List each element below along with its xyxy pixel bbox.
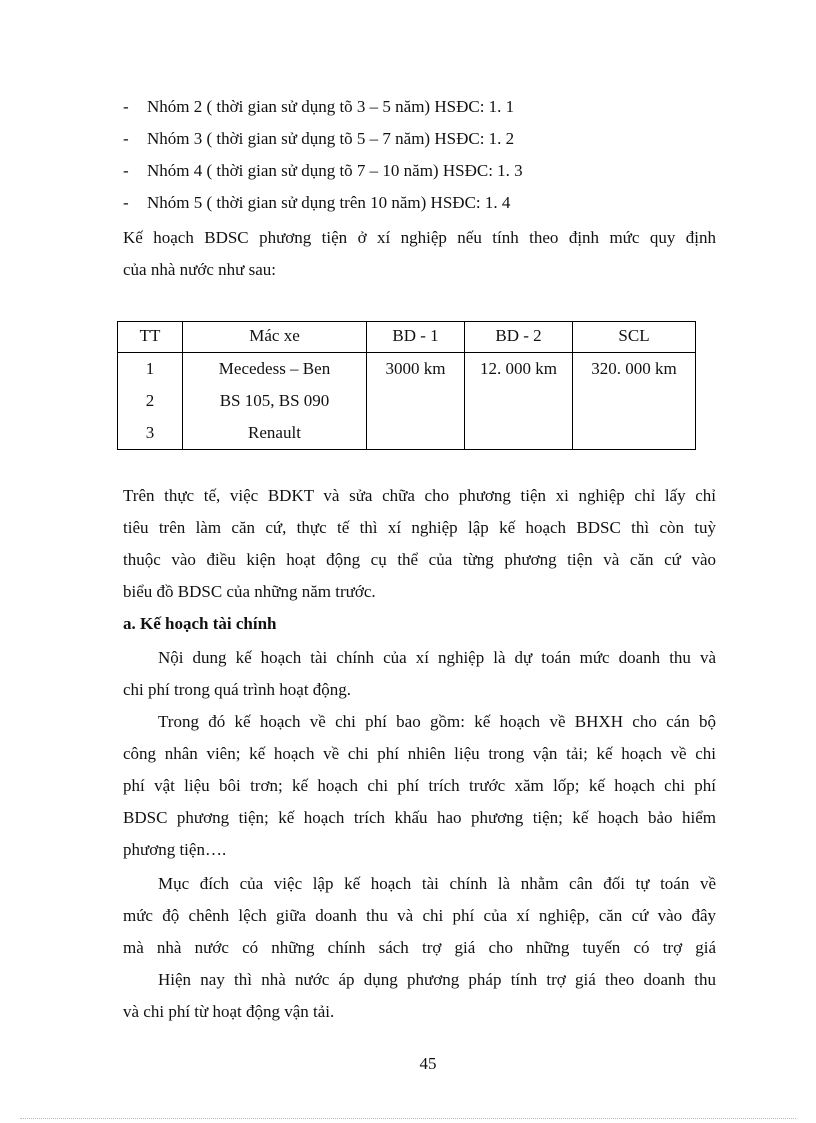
intro-line: Kế hoạch BDSC phương tiện ở xí nghiệp nếu tính theo định mức quy định (123, 228, 716, 247)
bd1-value: 3000 km (385, 359, 446, 378)
list-item-text: Nhóm 2 ( thời gian sử dụng tõ 3 – 5 năm) HSĐC: 1. 1 (147, 97, 515, 116)
model-cell (183, 353, 367, 450)
bd1-cell (367, 353, 465, 450)
bd2-value: 12. 000 km (480, 359, 557, 378)
paragraph-line: BDSC phương tiện; kế hoạch trích khấu hao phương tiện; kế hoạch bảo hiểm (123, 808, 716, 827)
list-item (123, 97, 514, 117)
paragraph-line: Nội dung kế hoạch tài chính của xí nghiệp là dự toán mức doanh thu và (158, 648, 716, 667)
paragraph-line: công nhân viên; kế hoạch về chi phí nhiên liệu trong vận tải; kế hoạch về chi (123, 744, 716, 763)
paragraph-line: tiêu trên làm căn cứ, thực tế thì xí nghiệp lập kế hoạch BDSC thì còn tuỳ (123, 518, 716, 537)
tt-value: 1 (145, 359, 155, 378)
paragraph-line: Trong đó kế hoạch về chi phí bao gồm: kế hoạch về BHXH cho cán bộ (158, 712, 716, 731)
bd2-cell (465, 353, 573, 450)
list-item (123, 193, 510, 213)
bullet-dash: - (123, 97, 129, 116)
page-bottom-border (20, 1118, 796, 1119)
list-item (123, 161, 523, 181)
scl-value: 320. 000 km (591, 359, 677, 378)
paragraph-line: Mục đích của việc lập kế hoạch tài chính là nhằm cân đối tự toán về (158, 874, 716, 893)
paragraph-line: thuộc vào điều kiện hoạt động cụ thể của từng phương tiện và căn cứ vào (123, 550, 716, 569)
paragraph-line: phí vật liệu bôi trơn; kế hoạch chi phí trích trước xăm lốp; kế hoạch chi phí (123, 776, 716, 795)
list-item (123, 129, 514, 149)
bullet-dash: - (123, 161, 129, 180)
section-heading: a. Kế hoạch tài chính (123, 614, 277, 633)
intro-line: của nhà nước như sau: (123, 260, 276, 279)
scl-cell (573, 353, 696, 450)
paragraph-line: mà nhà nước có những chính sách trợ giá cho những tuyến có trợ giá (123, 938, 716, 957)
model-value: Mecedess – Ben (218, 359, 331, 378)
list-item-text: Nhóm 5 ( thời gian sử dụng trên 10 năm) HSĐC: 1. 4 (147, 193, 511, 212)
header-bd1: BD - 1 (367, 322, 465, 353)
tt-value: 2 (145, 391, 155, 410)
paragraph-line: Hiện nay thì nhà nước áp dụng phương pháp tính trợ giá theo doanh thu (158, 970, 716, 989)
tt-value: 3 (145, 423, 155, 442)
page-number: 45 (419, 1054, 437, 1073)
paragraph-line: và chi phí từ hoạt động vận tải. (123, 1002, 335, 1021)
model-value: Renault (248, 423, 301, 442)
paragraph-line: phương tiện…. (123, 840, 227, 859)
header-scl: SCL (573, 322, 696, 353)
tt-cell (118, 353, 183, 450)
header-bd2: BD - 2 (465, 322, 573, 353)
list-item-text: Nhóm 4 ( thời gian sử dụng tõ 7 – 10 năm) HSĐC: 1. 3 (147, 161, 523, 180)
bullet-dash: - (123, 129, 129, 148)
bullet-dash: - (123, 193, 129, 212)
paragraph-line: biểu đồ BDSC của những năm trước. (123, 582, 376, 601)
header-model: Mác xe (183, 322, 367, 353)
paragraph-line: Trên thực tế, việc BDKT và sửa chữa cho phương tiện xi nghiệp chỉ lấy chỉ (123, 486, 716, 505)
table-header-row (118, 322, 696, 353)
paragraph-line: chi phí trong quá trình hoạt động. (123, 680, 352, 699)
maintenance-table (117, 321, 696, 450)
list-item-text: Nhóm 3 ( thời gian sử dụng tõ 5 – 7 năm) HSĐC: 1. 2 (147, 129, 515, 148)
model-value: BS 105, BS 090 (219, 391, 330, 410)
paragraph-line: mức độ chênh lệch giữa doanh thu và chi phí của xí nghiệp, căn cứ vào đây (123, 906, 716, 925)
header-tt: TT (118, 322, 183, 353)
table-row (118, 353, 696, 450)
